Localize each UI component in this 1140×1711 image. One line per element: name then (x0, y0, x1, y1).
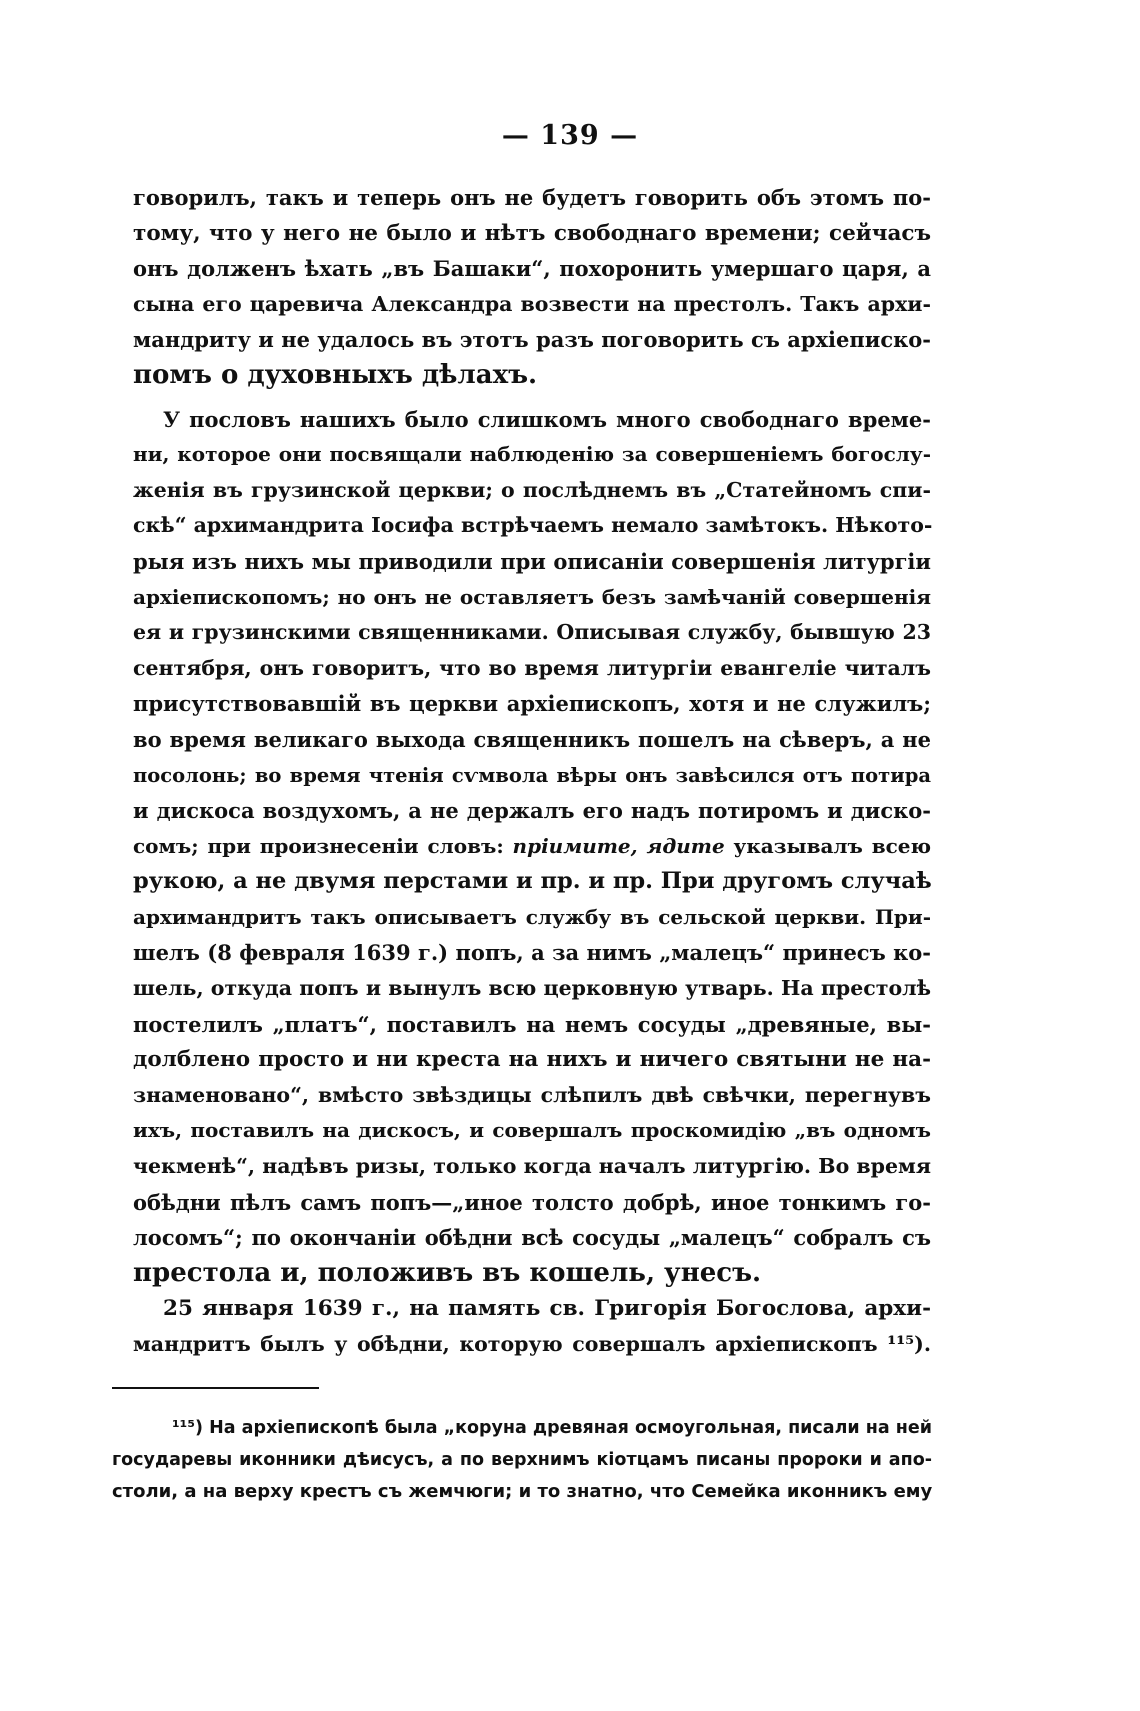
text-line: и дискоса воздухомъ, а не держалъ его надъ потиромъ и диско- (133, 798, 931, 824)
text-line: во время великаго выхода священникъ пошелъ на сѣверъ, а не (133, 726, 931, 752)
paragraph-gap (133, 394, 931, 402)
text-line: чекменѣ“, надѣвъ ризы, только когда началъ литургію. Во время (133, 1154, 931, 1179)
text-line: онъ долженъ ѣхать „въ Башаки“, похоронить умершаго царя, а (133, 256, 931, 282)
text-line: престола и, положивъ въ кошель, унесъ. (133, 1257, 762, 1288)
text-line: помъ о духовныхъ дѣлахъ. (133, 359, 538, 390)
footnote-line: ¹¹⁵) На архіепископѣ была „коруна древяная осмоугольная, писали на ней (172, 1418, 932, 1438)
text-segment: указывалъ всею (733, 833, 931, 858)
text-line: долблено просто и ни креста на нихъ и ничего святыни не на- (133, 1047, 931, 1073)
text-line: рыя изъ нихъ мы приводили при описаніи совершенія литургіи (133, 548, 931, 574)
text-line: сына его царевича Александра возвести на престолъ. Такъ архи- (133, 291, 931, 316)
text-line: постелилъ „платъ“, поставилъ на немъ сосуды „древяные, вы- (133, 1011, 931, 1037)
text-line: присутствовавшій въ церкви архіепископъ, хотя и не служилъ; (133, 691, 931, 717)
text-line: посолонь; во время чтенія сѵмвола вѣры онъ завѣсился отъ потира (133, 763, 931, 787)
text-line: сентября, онъ говоритъ, что во время литургіи евангеліе читалъ (133, 655, 931, 680)
text-line: У пословъ нашихъ было слишкомъ много свободнаго време- (163, 406, 931, 432)
text-line: шелъ (8 февраля 1639 г.) попъ, а за нимъ „малецъ“ принесъ ко- (133, 940, 931, 966)
text-line-with-italic (133, 829, 931, 865)
footnote (112, 1412, 932, 1508)
text-line: архимандритъ такъ описываетъ службу въ сельской церкви. При- (133, 904, 931, 929)
text-line: лосомъ“; по окончаніи обѣдни всѣ сосуды „малецъ“ собралъ съ (133, 1225, 931, 1251)
text-line: шель, откуда попъ и вынулъ всю церковную утварь. На престолѣ (133, 976, 931, 1001)
paragraph-1 (133, 180, 931, 394)
italic-quote: пріимите, ядите (512, 833, 725, 858)
text-line: скѣ“ архимандрита Іосифа встрѣчаемъ немало замѣтокъ. Нѣкото- (133, 513, 933, 538)
text-line: мандриту и не удалось въ этотъ разъ поговорить съ архіеписко- (133, 327, 931, 353)
text-line: женія въ грузинской церкви; о послѣднемъ въ „Статейномъ спи- (133, 477, 931, 502)
text-line: знаменовано“, вмѣсто звѣздицы слѣпилъ двѣ свѣчки, перегнувъ (133, 1082, 931, 1107)
main-text (133, 180, 931, 1363)
paragraph-3 (133, 1291, 931, 1362)
text-line: ея и грузинскими священниками. Описывая службу, бывшую 23 (133, 620, 931, 645)
text-segment: сомъ; при произнесеніи словъ: (133, 833, 504, 858)
footnote-divider (112, 1387, 319, 1389)
page-number: — 139 — (501, 120, 639, 151)
text-line: ихъ, поставилъ на дискосъ, и совершалъ проскомидію „въ одномъ (133, 1118, 931, 1143)
text-line: ни, которое они посвящали наблюденію за совершеніемъ богослу- (133, 442, 931, 467)
text-line: тому, что у него не было и нѣтъ свободнаго времени; сейчасъ (133, 220, 931, 246)
paragraph-2 (133, 402, 931, 1292)
text-line: мандритъ былъ у обѣдни, которую совершалъ архіепископъ ¹¹⁵). (133, 1332, 931, 1356)
text-line: рукою, а не двумя перстами и пр. и пр. При другомъ случаѣ (133, 868, 932, 895)
text-line: архіепископомъ; но онъ не оставляетъ безъ замѣчаній совершенія (133, 584, 931, 609)
text-line: обѣдни пѣлъ самъ попъ—„иное толсто добрѣ, иное тонкимъ го- (133, 1189, 931, 1215)
footnote-line: государевы иконники дѣисусъ, а по верхнимъ кіотцамъ писаны пророки и апо- (112, 1450, 932, 1470)
text-line: 25 января 1639 г., на память св. Григорія Богослова, архи- (163, 1296, 931, 1322)
footnote-line: столи, а на верху крестъ съ жемчюги; и то знатно, что Семейка иконникъ ему (112, 1481, 933, 1502)
text-line: говорилъ, такъ и теперь онъ не будетъ говорить объ этомъ по- (133, 185, 931, 210)
